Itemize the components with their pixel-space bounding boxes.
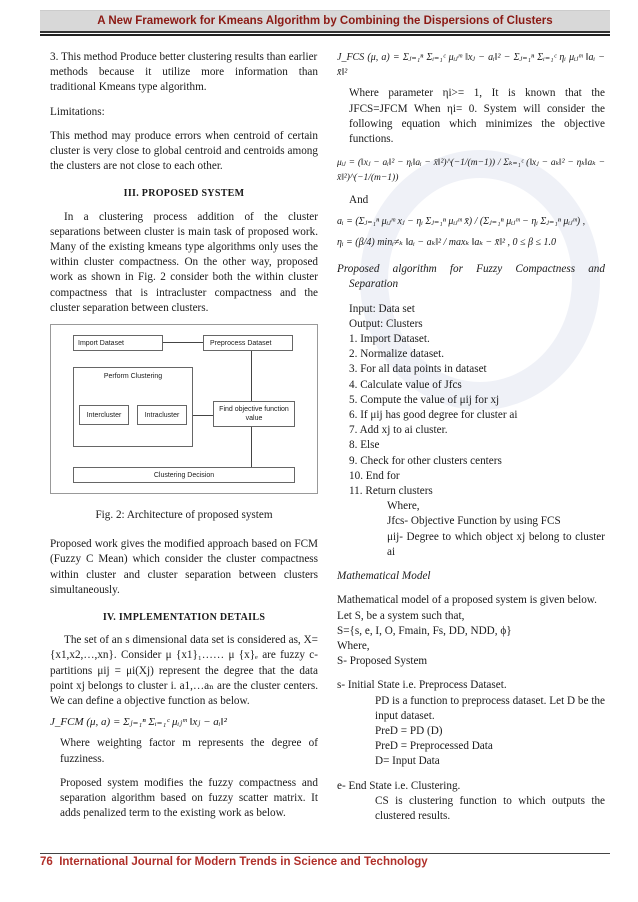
algorithm-block [349,302,605,560]
algorithm-step: 6. If μij has good degree for cluster ai [349,409,518,422]
algorithm-output: Output: Clusters [349,317,423,330]
s-set-line: S={s, e, I, O, Fmain, Fs, DD, NDD, ϕ} [337,624,512,637]
algorithm-steps [349,332,605,499]
algorithm-step: 5. Compute the value of μij for xj [349,393,500,406]
mu-definition: μij- Degree to which object xj belong to cluster ai [387,530,605,558]
section-proposed-system: III. PROPOSED SYSTEM [123,188,245,200]
journal-name: International Journal for Modern Trends in Science and Technology [59,856,428,868]
fig-decision-box: Clustering Decision [73,467,295,483]
approach-paragraph: Proposed work gives the modified approach based on FCM (Fuzzy C Mean) which consider the cluster compactness within cluster and cluster separation between clusters simultaneously. [50,538,318,596]
equation-a: aᵢ = (Σⱼ₌₁ⁿ μᵢⱼᵐ xⱼ − ηᵢ Σⱼ₌₁ⁿ μᵢⱼᵐ x̄) / (Σⱼ₌₁ⁿ μᵢⱼᵐ − ηᵢ Σⱼ₌₁ⁿ μᵢⱼᵐ) , [337,215,586,227]
equation-mu: μᵢⱼ = (‖xⱼ − aᵢ‖² − ηᵢ‖aᵢ − x̄‖²)^(−1/(m−1)) / Σₖ₌₁ᶜ (‖xⱼ − aₖ‖² − ηₖ‖aₖ − x̄‖²)^(−1/(m−1)) [337,158,605,184]
fig-intracluster-box: Intracluster [137,405,187,425]
section-implementation: IV. IMPLEMENTATION DETAILS [102,612,266,624]
cs-definition: CS is clustering function to which outputs the clustered results. [375,794,605,822]
algorithm-title: Proposed algorithm for Fuzzy Compactness and Separation [337,263,605,291]
algorithm-step: 7. Add xj to ai cluster. [349,424,448,437]
pred-definition: PreD = Preprocessed Data [375,740,493,753]
footer-text [40,856,428,868]
proposed-system-paragraph: In a clustering process addition of the cluster separations between cluster is main task of proposed work. Many of the existing kmeans type algorithms only uses the within cluster compactness. On the other way, proposed work as shown in Fig. 2 consider both the within cluster compactness that is intracluster compactness and the cluster separation between clusters. [50,210,318,314]
math-model-paragraph: Mathematical model of a proposed system is given below. [337,594,597,607]
d-definition: D= Input Data [375,755,440,768]
fig-objective-box: Find objective function value [213,401,295,427]
algorithm-input: Input: Data set [349,302,415,315]
fig-preprocess-box: Preprocess Dataset [203,335,293,351]
algorithm-step: 1. Import Dataset. [349,333,430,346]
limitations-text: This method may produce errors when centroid of certain cluster is very close to global centroid and centroids among the clusters are not close to each other. [50,129,318,173]
equation-jfcs: J_FCS (μ, a) = Σⱼ₌₁ⁿ Σᵢ₌₁ᶜ μᵢⱼᵐ ‖xⱼ − aᵢ‖² − Σⱼ₌₁ⁿ Σᵢ₌₁ᶜ ηᵢ μᵢⱼᵐ ‖aᵢ − x̄‖² [337,52,605,79]
architecture-figure [50,324,318,494]
equation-eta: ηᵢ = (β/4) minᵢ≠ₖ ‖aᵢ − aₖ‖² / maxₖ ‖aₖ − x̄‖² , 0 ≤ β ≤ 1.0 [337,237,557,249]
algorithm-step: 4. Calculate value of Jfcs [349,378,462,391]
where-line: Where, [337,639,370,652]
s-definition: S- Proposed System [337,655,428,668]
header-title: A New Framework for Kmeans Algorithm by Combining the Dispersions of Clusters [97,15,553,27]
where-label: Where, [387,500,420,513]
limitation-point-3-cont: methods because it utilize more information than traditional Kmeans type algorithm. [50,66,318,94]
equation-jfcm: J_FCM (μ, a) = Σⱼ₌₁ⁿ Σᵢ₌₁ᶜ μᵢⱼᵐ ‖xⱼ − aᵢ‖² [50,716,227,729]
page-header [40,10,610,36]
algorithm-step: 3. For all data points in dataset [349,363,487,376]
pd-definition: PD is a function to preprocess dataset. Let D be the input dataset. [375,694,605,722]
algorithm-step: 10. End for [349,469,400,482]
algorithm-step: 9. Check for other clusters centers [349,454,502,467]
fig-intercluster-box: Intercluster [79,405,129,425]
algorithm-step: 2. Normalize dataset. [349,348,445,361]
math-model-heading: Mathematical Model [337,570,431,583]
end-state: e- End State i.e. Clustering. [337,779,461,792]
algorithm-step: 11. Return clusters [349,485,433,498]
fig-perform-box: Perform Clustering [73,367,193,447]
page-footer [40,853,610,868]
left-column [50,50,318,822]
limitation-point-3: 3. This method Produce better clustering results than earlier [50,51,318,63]
let-s-line: Let S, be a system such that, [337,609,465,622]
modifies-paragraph: Proposed system modifies the fuzzy compactness and separation algorithm based on fuzzy scatter matrix. It adds penalized term to the existing work as below. [60,776,318,820]
jfcs-definition: Jfcs- Objective Function by using FCS [387,515,561,528]
and-label: And [349,193,369,206]
parameter-paragraph: Where parameter ηi>= 1, It is known that the JFCS=JFCM When ηi= 0. System will consider the following equation which minimizes the objective functions. [349,87,605,146]
initial-state: s- Initial State i.e. Preprocess Dataset. [337,679,507,692]
pred-equation: PreD = PD (D) [375,724,443,737]
weighting-paragraph: Where weighting factor m represents the degree of fuzziness. [60,737,318,765]
right-column [337,50,605,824]
algorithm-step: 8. Else [349,439,380,452]
limitations-heading: Limitations: [50,105,105,118]
figure-caption: Fig. 2: Architecture of proposed system [95,509,273,522]
fig-import-box: Import Dataset [73,335,163,351]
page-number: 76 [40,856,53,868]
implementation-paragraph: The set of an s dimensional data set is considered as, X={x1,x2,…,xn}. Consider μ {x1}₁…… μ {x}ₑ are fuzzy c-partitions μij = μi(Xj) represent the degree that the data point xj belongs to cluster i. a1,…aₙ are the cluster centers. We can define a objective function as below. [50,634,318,708]
